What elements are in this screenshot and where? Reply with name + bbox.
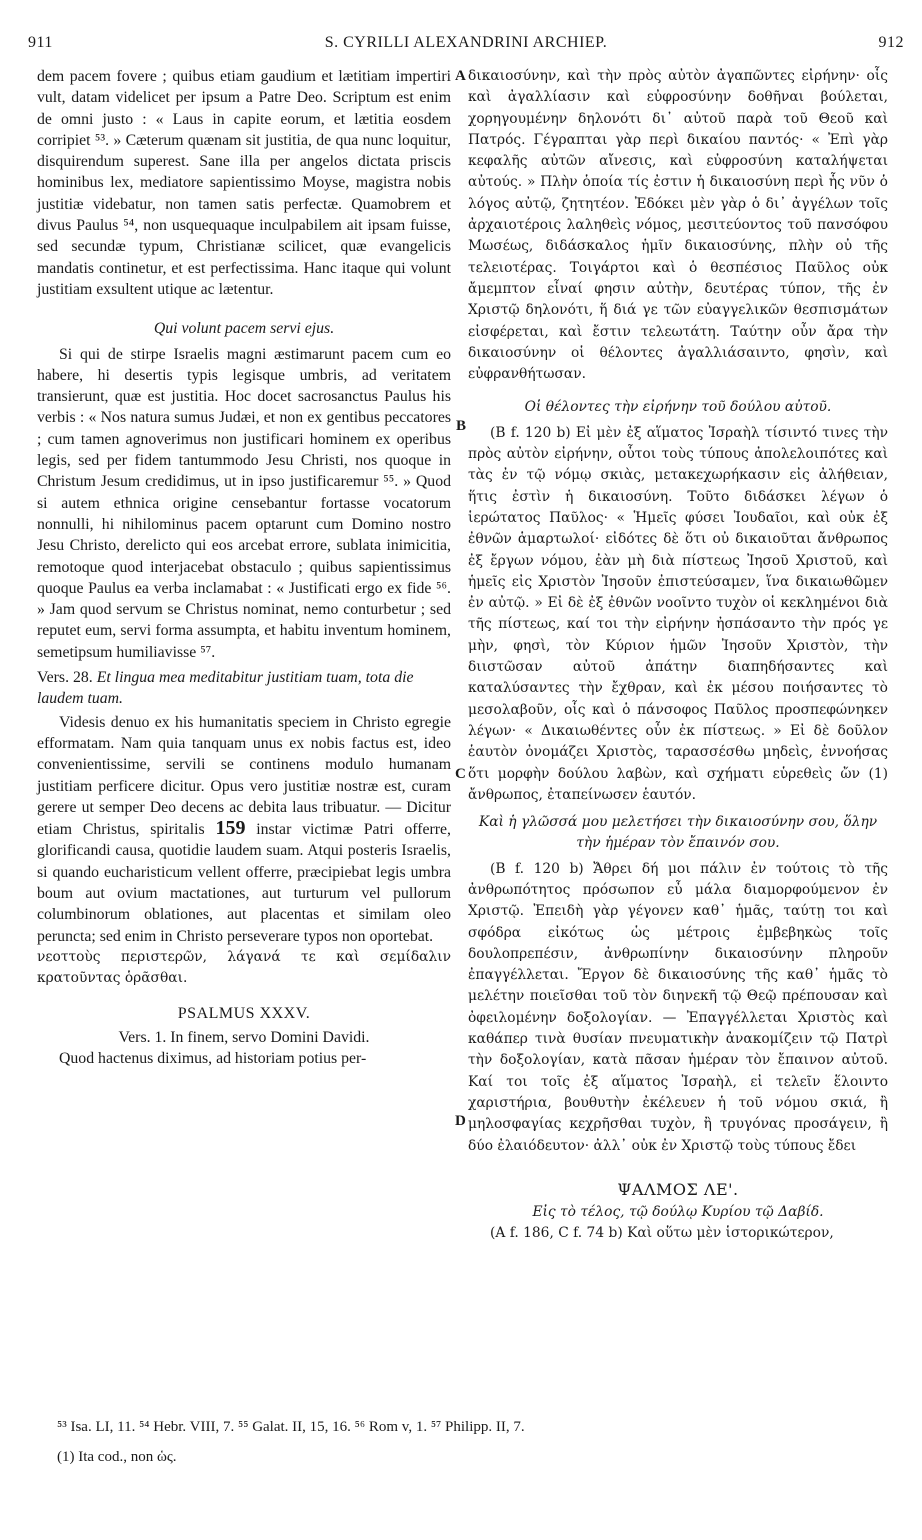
latin-psalm-verse-label: Vers. 1. bbox=[118, 1028, 167, 1046]
latin-column bbox=[37, 66, 451, 1069]
running-header bbox=[28, 34, 904, 60]
latin-paragraph-2: Si qui de stirpe Israelis magni æstimarunt pacem cum eo habere, hi desertis typis legisque umbris, ad veritatem transierunt, quæ est justitia. Hoc docet sacrosanctus Paulus his verbis : « Nos natura sumus Judæi, et non ex gentibus peccatores ; cum tamen agnoverimus non justificari hominem ex operibus legis, sed per fidem tantummodo Jesu Christi, nos quoque in Christum Jesum credidimus, ut in ipso justificaremur ⁵⁵. » Quod si autem ethnica origine censebantur fortasse vocatorum nonnulli, hi nihilominus pacem optarunt cum Domino nostro Jesu Christo, derelicto qui eos arcebat errore, sublata inimicitia, remotoque quod interjacebat obstaculo ; quibus sapientissimus quoque Paulus ea verba inclamabat : « Justificati ergo ex fide ⁵⁶. » Jam quod servum se Christus nominat, nemo conturbetur ; sed reputet eum, servi forma assumpta, et habitu inventum hominem, semetipsum humiliavisse ⁵⁷. bbox=[37, 345, 451, 661]
greek-psalm-subtitle: Εἰς τὸ τέλος, τῷ δούλῳ Κυρίου τῷ Δαβίδ. bbox=[532, 1204, 824, 1221]
greek-paragraph-2: (B f. 120 b) Εἰ μὲν ἐξ αἵματος Ἰσραὴλ τίσιντό τινες τὴν πρὸς αὐτὸν εἰρήνην, οὗτοι τοὺς τύπους ἀπολελοιπότες καὶ τὰς ἐν τῷ νόμῳ σκιὰς, μετακεχωρήκασιν εἰς ἀλήθειαν, ἥτις ἐστὶν ἡ δικαιοσύνη. Τοῦτο διδάσκει λέγων ὁ ἱερώτατος Παῦλος· « Ἡμεῖς φύσει Ἰουδαῖοι, καὶ οὐκ ἐξ ἐθνῶν ἁμαρτωλοί· εἰδότες δὲ ὅτι οὐ δικαιοῦται ἄνθρωπος ἐξ ἔργων νόμου, ἐὰν μὴ διὰ πίστεως Ἰησοῦ Χριστοῦ, καὶ ἡμεῖς εἰς Χριστὸν Ἰησοῦν ἐπιστεύσαμεν, ἵνα δικαιωθῶμεν ἐν αὐτῷ. » Εἰ δὲ ἐξ ἐθνῶν νοοῖντο τυχὸν οἱ κεκλημένοι διὰ τῆς πίστεως, καί τοι τὴν εἰρήνην ἠσπάσαντο τὴν πρός γε μὴν, φησὶ, τὸν Κύριον ἡμῶν Ἰησοῦν Χριστὸν, τὴν διιστῶσαν αὐτοῦ ἀπάτην διαπηδήσαντες καὶ καταλύσαντες τὴν ἔχθραν, καὶ ἐκ μέσου ποιήσαντες τὸ μεσολαβοῦν, οἷς καὶ ὁ πάνσοφος Παῦλος προσπεφώνηκεν λέγων· « Δικαιωθέντες οὖν ἐκ πίστεως. » Εἰ δὲ δοῦλον ἑαυτὸν ὀνομάζει Χριστὸς, ταρασσέσθω μηδεὶς, ἐννοήσας ὅτι μορφὴν δούλου λαβὼν, καὶ σχήματι εὑρεθεὶς ὤν (1) ἄνθρωπος, ἐταπείνωσεν ἑαυτόν. bbox=[468, 424, 888, 803]
page-number-left: 911 bbox=[28, 34, 53, 51]
margin-letter-a: A bbox=[455, 68, 466, 84]
latin-psalm-title: PSALMUS XXXV. bbox=[177, 1005, 311, 1023]
latin-paragraph-3 bbox=[37, 712, 451, 947]
latin-psalm-verse bbox=[37, 1027, 451, 1048]
footnote-references: ⁵³ Isa. LI, 11. ⁵⁴ Hebr. VIII, 7. ⁵⁵ Galat. II, 15, 16. ⁵⁶ Rom v, 1. ⁵⁷ Philipp. II, 7. bbox=[57, 1419, 525, 1435]
latin-verse bbox=[37, 667, 451, 710]
running-title: S. CYRILLI ALEXANDRINI ARCHIEP. bbox=[324, 34, 608, 51]
page-marker: 159 bbox=[215, 817, 246, 840]
latin-verse-text: Et lingua mea meditabitur justitiam tuam, tota die laudem tuam. bbox=[37, 669, 414, 708]
greek-paragraph-3: (B f. 120 b) Ἄθρει δή μοι πάλιν ἐν τούτοις τὸ τῆς ἀνθρωπότητος πρόσωπον εὖ μάλα διαμορφούμενον ἐν Χριστῷ. Ἐπειδὴ γὰρ γέγονεν καθ᾽ ἡμᾶς, ταύτῃ τοι καὶ σφόδρα εἰκότως ὡς μέτροις ἐμβεβηκὼς τοῖς δουλοπρεπέσιν, ἀνθρωπίνην δικαιοσύνην πληροῦν ἐπαγγέλλεται. Ἔργον δὲ δικαιοσύνης τῆς καθ᾽ ἡμᾶς τὸ μελέτην ποιεῖσθαι τοῦ τὸν διηνεκῆ τῷ Θεῷ πρέπουσαν καὶ ὀφειλομένην δοξολογίαν. — Ἐπαγγέλλεται Χριστὸς καὶ καθάπερ τινὰ θυσίαν πνευματικὴν ἀνακομίζειν τῷ Πατρὶ τὴν δοξολογίαν, κατὰ πᾶσαν ἡμέραν τὸν ἔπαινον αὐτοῦ. Καί τοι τοῖς ἐξ αἵματος Ἰσραὴλ, εἰ τελεῖν ἕλοιντο χαριστήρια, βουθυτὴν ἐκέλευεν ἡ τοῦ νόμου σκιά, ἢ μηλοσφαγίας κεχρῆσθαι τυχὸν, ἢ τρυγόνας προσάγειν, ἢ δύο ἐλαιόδευτον· ἀλλ᾽ οὐκ ἐν Χριστῷ τοὺς τύπους ἔδει bbox=[468, 860, 888, 1154]
footnotes bbox=[57, 1416, 897, 1468]
page-number-right: 912 bbox=[878, 34, 904, 51]
greek-spill-text: νεοττοὺς περιστερῶν, λάγανά τε καὶ σεμίδαλιν κρατοῦντας ὁρᾶσθαι. bbox=[37, 948, 451, 987]
greek-column bbox=[468, 66, 888, 1245]
latin-heading-1: Qui volunt pacem servi ejus. bbox=[153, 320, 335, 338]
greek-heading-2: Καὶ ἡ γλῶσσά μου μελετήσει τὴν δικαιοσύνην σου, ὅλην τὴν ἡμέραν τὸν ἔπαινόν σου. bbox=[478, 814, 878, 852]
margin-letter-d: D bbox=[455, 1113, 466, 1129]
greek-paragraph-1: δικαιοσύνην, καὶ τὴν πρὸς αὐτὸν ἀγαπῶντες εἰρήνην· οἷς καὶ ἀγαλλίασιν καὶ εὐφροσύνην δοθῆναι βούλεται, χορηγουμένην δηλονότι δι᾽ αὐτοῦ παρὰ τοῦ Θεοῦ καὶ Πατρός. Γέγραπται γὰρ περὶ δικαίου παντός· « Ἐπὶ γὰρ κεφαλῆς αὐτῶν αἴνεσις, καὶ εὐφροσύνη καταλήψεται αὐτούς. » Πλὴν ὁποία τίς ἐστιν ἡ δικαιοσύνη περὶ ἧς νῦν ὁ λόγος αὐτῷ, ζητητέον. Ἐδόκει μὲν γὰρ ὁ δι᾽ ἀγγέλων τοῖς ἀρχαιοτέροις λαληθεὶς νόμος, μεσιτεύοντος τοῦ πανσόφου Μωσέως, διδάσκαλος ἡμῖν δικαιοσύνης, πλὴν οὐ τῆς τελειοτέρας. Τοιγάρτοι καὶ ὁ θεσπέσιος Παῦλος οὐκ ἄμεμπτον εἶναί φησιν αὐτὴν, δευτέρας τύπον, τῆς ἐν Χριστῷ δηλονότι, ἥ διά γε τῶν εὐαγγελικῶν θεσπισμάτων εἰσφέρεται, καὶ ἔστιν τελεωτάτη. Ταύτην οὖν ἄρα τὴν δικαιοσύνην οἱ θέλοντες ἀγαλλιάσαιντο, φησὶν, καὶ εὐφρανθήτωσαν. bbox=[468, 68, 888, 383]
latin-paragraph-1: dem pacem fovere ; quibus etiam gaudium et lætitiam impertiri vult, datam videlicet per ipsum a Patre Deo. Scriptum est enim de omni justo : « Laus in capite eorum, et lætitia eosdem corripiet ⁵³. » Cæterum quænam sit justitia, de qua nunc loquitur, disquirendum superest. Sane illa per angelos dictata priscis hominibus lex, mediatore sapientissimo Moyse, magistra nobis justitiæ videbatur, non tamen satis perfectæ. Quamobrem et divus Paulus ⁵⁴, non usquequaque inculpabilem ait ipsam fuisse, sed secundæ typum, Christianæ scilicet, quæ evangelicis mandatis continetur, et est perfectissima. Hanc itaque qui volunt justitiam exsultent utique ac lætentur. bbox=[37, 68, 451, 298]
latin-paragraph-3a: Videsis denuo ex his humanitatis speciem in Christo egregie efformatam. Nam quia tanquam unus ex nobis factus est, ideo convenientissime, servili se continens modulo humanam justitiam perficere dicitur. Opus vero justitiæ nostræ est, curam gerere ut semper Deo decens ac debita laus tribuatur. — Dicitur etiam Christus, spiritalis bbox=[37, 713, 451, 839]
latin-paragraph-3b: instar victimæ Patri offerre, glorificandi causa, quotidie laudem suam. Atqui posteris Israelis, si quando eucharisticum vellent offerre, præcipiebat legis umbra boum aut ovium mactationes, aut turturum vel pullorum columbinorum oblationes, aut placentas et similam oleo peruncta; sed enim in Christo perseverare typos non oportebat. bbox=[37, 821, 452, 945]
greek-heading-1: Οἱ θέλοντες τὴν εἰρήνην τοῦ δούλου αὐτοῦ. bbox=[524, 399, 832, 416]
greek-paragraph-4: (A f. 186, C f. 74 b) Καὶ οὕτω μὲν ἱστορικώτερον, bbox=[490, 1225, 834, 1242]
footnote-textual-note: (1) Ita cod., non ὡς. bbox=[57, 1449, 177, 1465]
latin-verse-label: Vers. 28. bbox=[37, 669, 93, 687]
margin-letter-c: C bbox=[455, 766, 466, 782]
greek-psalm-title: ΨΑΛΜΟΣ ΛΕ'. bbox=[617, 1179, 739, 1199]
margin-letter-b: B bbox=[456, 418, 467, 434]
latin-paragraph-4: Quod hactenus diximus, ad historiam potius per- bbox=[59, 1050, 367, 1068]
latin-psalm-verse-text: In finem, servo Domini Davidi. bbox=[170, 1028, 370, 1046]
